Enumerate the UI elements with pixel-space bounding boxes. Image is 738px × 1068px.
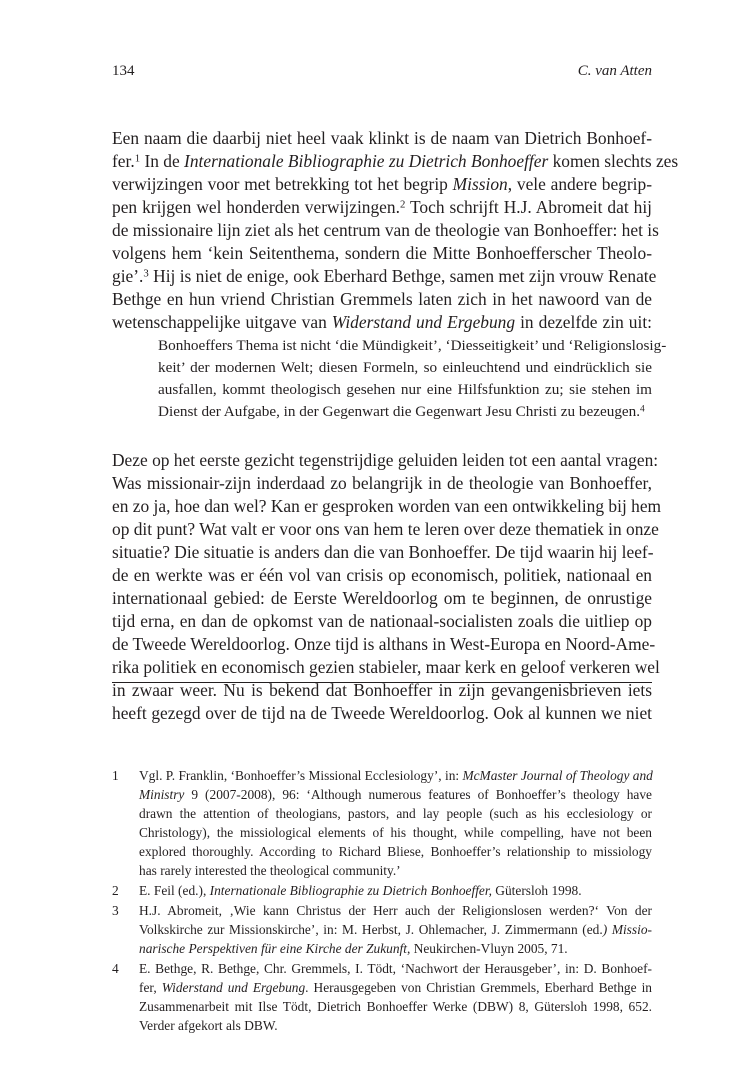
text-run: Toch schrijft H.J. Abromeit dat hij (405, 197, 652, 217)
italic-text: Ministry (139, 787, 185, 802)
text-run: . Herausgegeben von Christian Gremmels, Eberhard Bethge in (305, 980, 652, 995)
italic-text: Internationale Bibliographie zu Dietrich Bonhoeffer (184, 151, 549, 171)
footnote-line (139, 766, 652, 785)
text-run: situatie? Die situatie is anders dan die van Bonhoeffer. De tijd waarin hij leef- (112, 542, 654, 562)
text-run: Een naam die daarbij niet heel vaak klinkt is de naam van Dietrich Bonhoef- (112, 128, 652, 148)
italic-text: ) (602, 922, 608, 937)
text-run: in zwaar weer. Nu is bekend dat Bonhoeffer in zijn gevangenisbrieven iets (112, 680, 652, 700)
footnote-line (139, 804, 652, 823)
text-run: Volkskirche zur Missionskirche’, in: M. Herbst, J. Ohlemacher, J. Zimmermann (ed. (139, 922, 603, 937)
footnote-ref: 3 (143, 267, 149, 280)
paragraph-line (112, 587, 652, 609)
text-run: in dezelfde zin uit: (515, 312, 652, 332)
paragraph-line (112, 702, 652, 724)
italic-text: narische Perspektiven für eine Kirche der Zukunft (139, 941, 407, 956)
footnote-line (139, 978, 652, 997)
text-run: Was missionair-zijn inderdaad zo belangrijk in de theologie van Bonhoeffer, (112, 473, 652, 493)
quote-line (158, 358, 652, 378)
text-run: In de (140, 151, 185, 171)
paragraph-line (112, 610, 652, 632)
paragraph-line (112, 449, 659, 471)
text-run: fer. (112, 151, 135, 171)
paragraph-line (112, 242, 652, 264)
text-run: E. Feil (ed.), (139, 883, 210, 898)
text-run: Bonhoeffers Thema ist nicht ‘die Mündigkeit’, ‘Diesseitigkeit’ und ‘Religionslosig- (158, 337, 667, 354)
text-run: internationaal gebied: de Eerste Wereldoorlog om te beginnen, de onrustige (112, 588, 652, 608)
footnote-number: 4 (112, 961, 119, 976)
italic-text: McMaster Journal of Theology and (462, 768, 653, 783)
text-run: pen krijgen wel honderden verwijzingen. (112, 197, 400, 217)
footnote-line (139, 1016, 652, 1035)
text-run: Bethge en hun vriend Christian Gremmels laten zich in het nawoord van de (112, 289, 652, 309)
paragraph-line (112, 472, 652, 494)
text-run: Hij is niet de enige, ook Eberhard Bethge, samen met zijn vrouw Renate (148, 266, 657, 286)
paragraph-line (112, 196, 652, 218)
footnote-number: 2 (112, 883, 119, 898)
quote-line (158, 336, 667, 356)
paragraph-line (112, 150, 679, 172)
text-run: Vgl. P. Franklin, ‘Bonhoeffer’s Missional Ecclesiology’, in: (139, 768, 463, 783)
paragraph-line (112, 127, 652, 149)
page-header (112, 63, 652, 85)
text-run: de missionaire lijn ziet als het centrum van de theologie van Bonhoeffer: het is (112, 220, 659, 240)
text-run: E. Bethge, R. Bethge, Chr. Gremmels, I. Tödt, ‘Nachwort der Herausgeber’, in: D. Bonhoef- (139, 961, 652, 976)
text-run: 9 (2007-2008), 96: ‘Although numerous features of Bonhoeffer’s theology have (184, 787, 652, 802)
text-run: komen slechts zes (548, 151, 679, 171)
text-run: de Tweede Wereldoorlog. Onze tijd is althans in West-Europa en Noord-Ame- (112, 634, 656, 654)
paragraph-line (112, 219, 659, 241)
footnote-number: 3 (112, 903, 119, 918)
text-run: en zo ja, hoe dan wel? Kan er gesproken worden van een ontwikkeling bij hem (112, 496, 662, 516)
text-run: H.J. Abromeit, ‚Wie kann Christus der Herr auch der Religionslosen werden?‘ Von der (139, 903, 652, 918)
footnote-line (139, 861, 652, 880)
paragraph-line (112, 633, 656, 655)
text-run: wetenschappelijke uitgave van (112, 312, 332, 332)
footnote-separator (112, 682, 652, 683)
footnote-line (139, 881, 652, 900)
footnote-number: 1 (112, 768, 119, 783)
text-run: keit’ der modernen Welt; diesen Formeln, so einleuchtend und eindrücklich sie (158, 359, 652, 376)
footnote-line (139, 997, 652, 1016)
text-run: explored thoroughly. According to Richard Bliese, Bonhoeffer’s relationship to missiology (139, 844, 652, 859)
page-number: 134 (112, 63, 135, 79)
text-run: fer, (139, 980, 162, 995)
footnote-line (139, 959, 652, 978)
text-run: heeft gezegd over de tijd na de Tweede Wereldoorlog. Ook al kunnen we niet (112, 703, 652, 723)
text-run: Dienst der Aufgabe, in der Gegenwart die Gegenwart Jesu Christi zu bezeugen. (158, 403, 641, 420)
footnote-line (139, 939, 652, 958)
text-run: verwijzingen voor met betrekking tot het begrip (112, 174, 453, 194)
text-run: drawn the attention of theologians, pastors, and lay people (such as his ecclesiology or (139, 806, 652, 821)
italic-text: Internationale Bibliographie zu Dietrich Bonhoeffer, (209, 883, 492, 898)
text-run: gie’. (112, 266, 144, 286)
text-run: Zusammenarbeit mit Ilse Tödt, Dietrich Bonhoeffer Werke (DBW) 8, Gütersloh 1998, 652. (139, 999, 652, 1014)
quote-line (158, 380, 652, 400)
italic-text: Mission (452, 174, 508, 194)
footnote-ref: 1 (134, 152, 141, 165)
footnote-line (139, 842, 652, 861)
paragraph-line (112, 541, 652, 563)
text-run: Deze op het eerste gezicht tegenstrijdige geluiden leiden tot een aantal vragen: (112, 450, 659, 470)
paragraph-line (112, 495, 662, 517)
paragraph-line (112, 564, 652, 586)
footnote-line (139, 901, 652, 920)
footnote-line (139, 920, 652, 939)
paragraph-line (112, 311, 652, 333)
paragraph-line (112, 173, 652, 195)
text-run: op dit punt? Wat valt er voor ons van hem te leren over deze thematiek in onze (112, 519, 659, 539)
text-run: rika politiek en economisch gezien stabieler, maar kerk en geloof verkeren wel (112, 657, 660, 677)
text-run: Verder afgekort als DBW. (139, 1018, 278, 1033)
footnote-line (139, 823, 652, 842)
quote-line (158, 402, 652, 422)
text-run: , vele andere begrip- (507, 174, 652, 194)
italic-text: Missio- (611, 922, 652, 937)
footnote-ref: 4 (640, 404, 645, 415)
text-run: volgens hem ‘kein Seitenthema, sondern die Mitte Bonhoefferscher Theolo- (112, 243, 652, 263)
paragraph-line (112, 265, 657, 287)
text-run: de en werkte was er één vol van crisis op economisch, politiek, nationaal en (112, 565, 652, 585)
paragraph-line (112, 518, 659, 540)
text-run: has rarely interested the theological community.’ (139, 863, 401, 878)
text-run: Christology), the missiological elements of his thought, while compelling, have not been (139, 825, 652, 840)
italic-text: Widerstand und Ergebung (161, 980, 306, 995)
text-run: ausfallen, kommt theologisch gesehen nur eine Hilfsfunktion zu; sie stehen im (158, 381, 652, 398)
running-head: C. van Atten (577, 63, 652, 79)
italic-text: Widerstand und Ergebung (331, 312, 516, 332)
footnote-line (139, 785, 652, 804)
text-run: tijd erna, en dan de opkomst van de nationaal-socialisten zoals die uitliep op (112, 611, 652, 631)
footnote-ref: 2 (399, 198, 406, 211)
paragraph-line (112, 288, 652, 310)
text-run: , Neukirchen-Vluyn 2005, 71. (407, 941, 568, 956)
text-run: Gütersloh 1998. (491, 883, 582, 898)
paragraph-line (112, 656, 660, 678)
